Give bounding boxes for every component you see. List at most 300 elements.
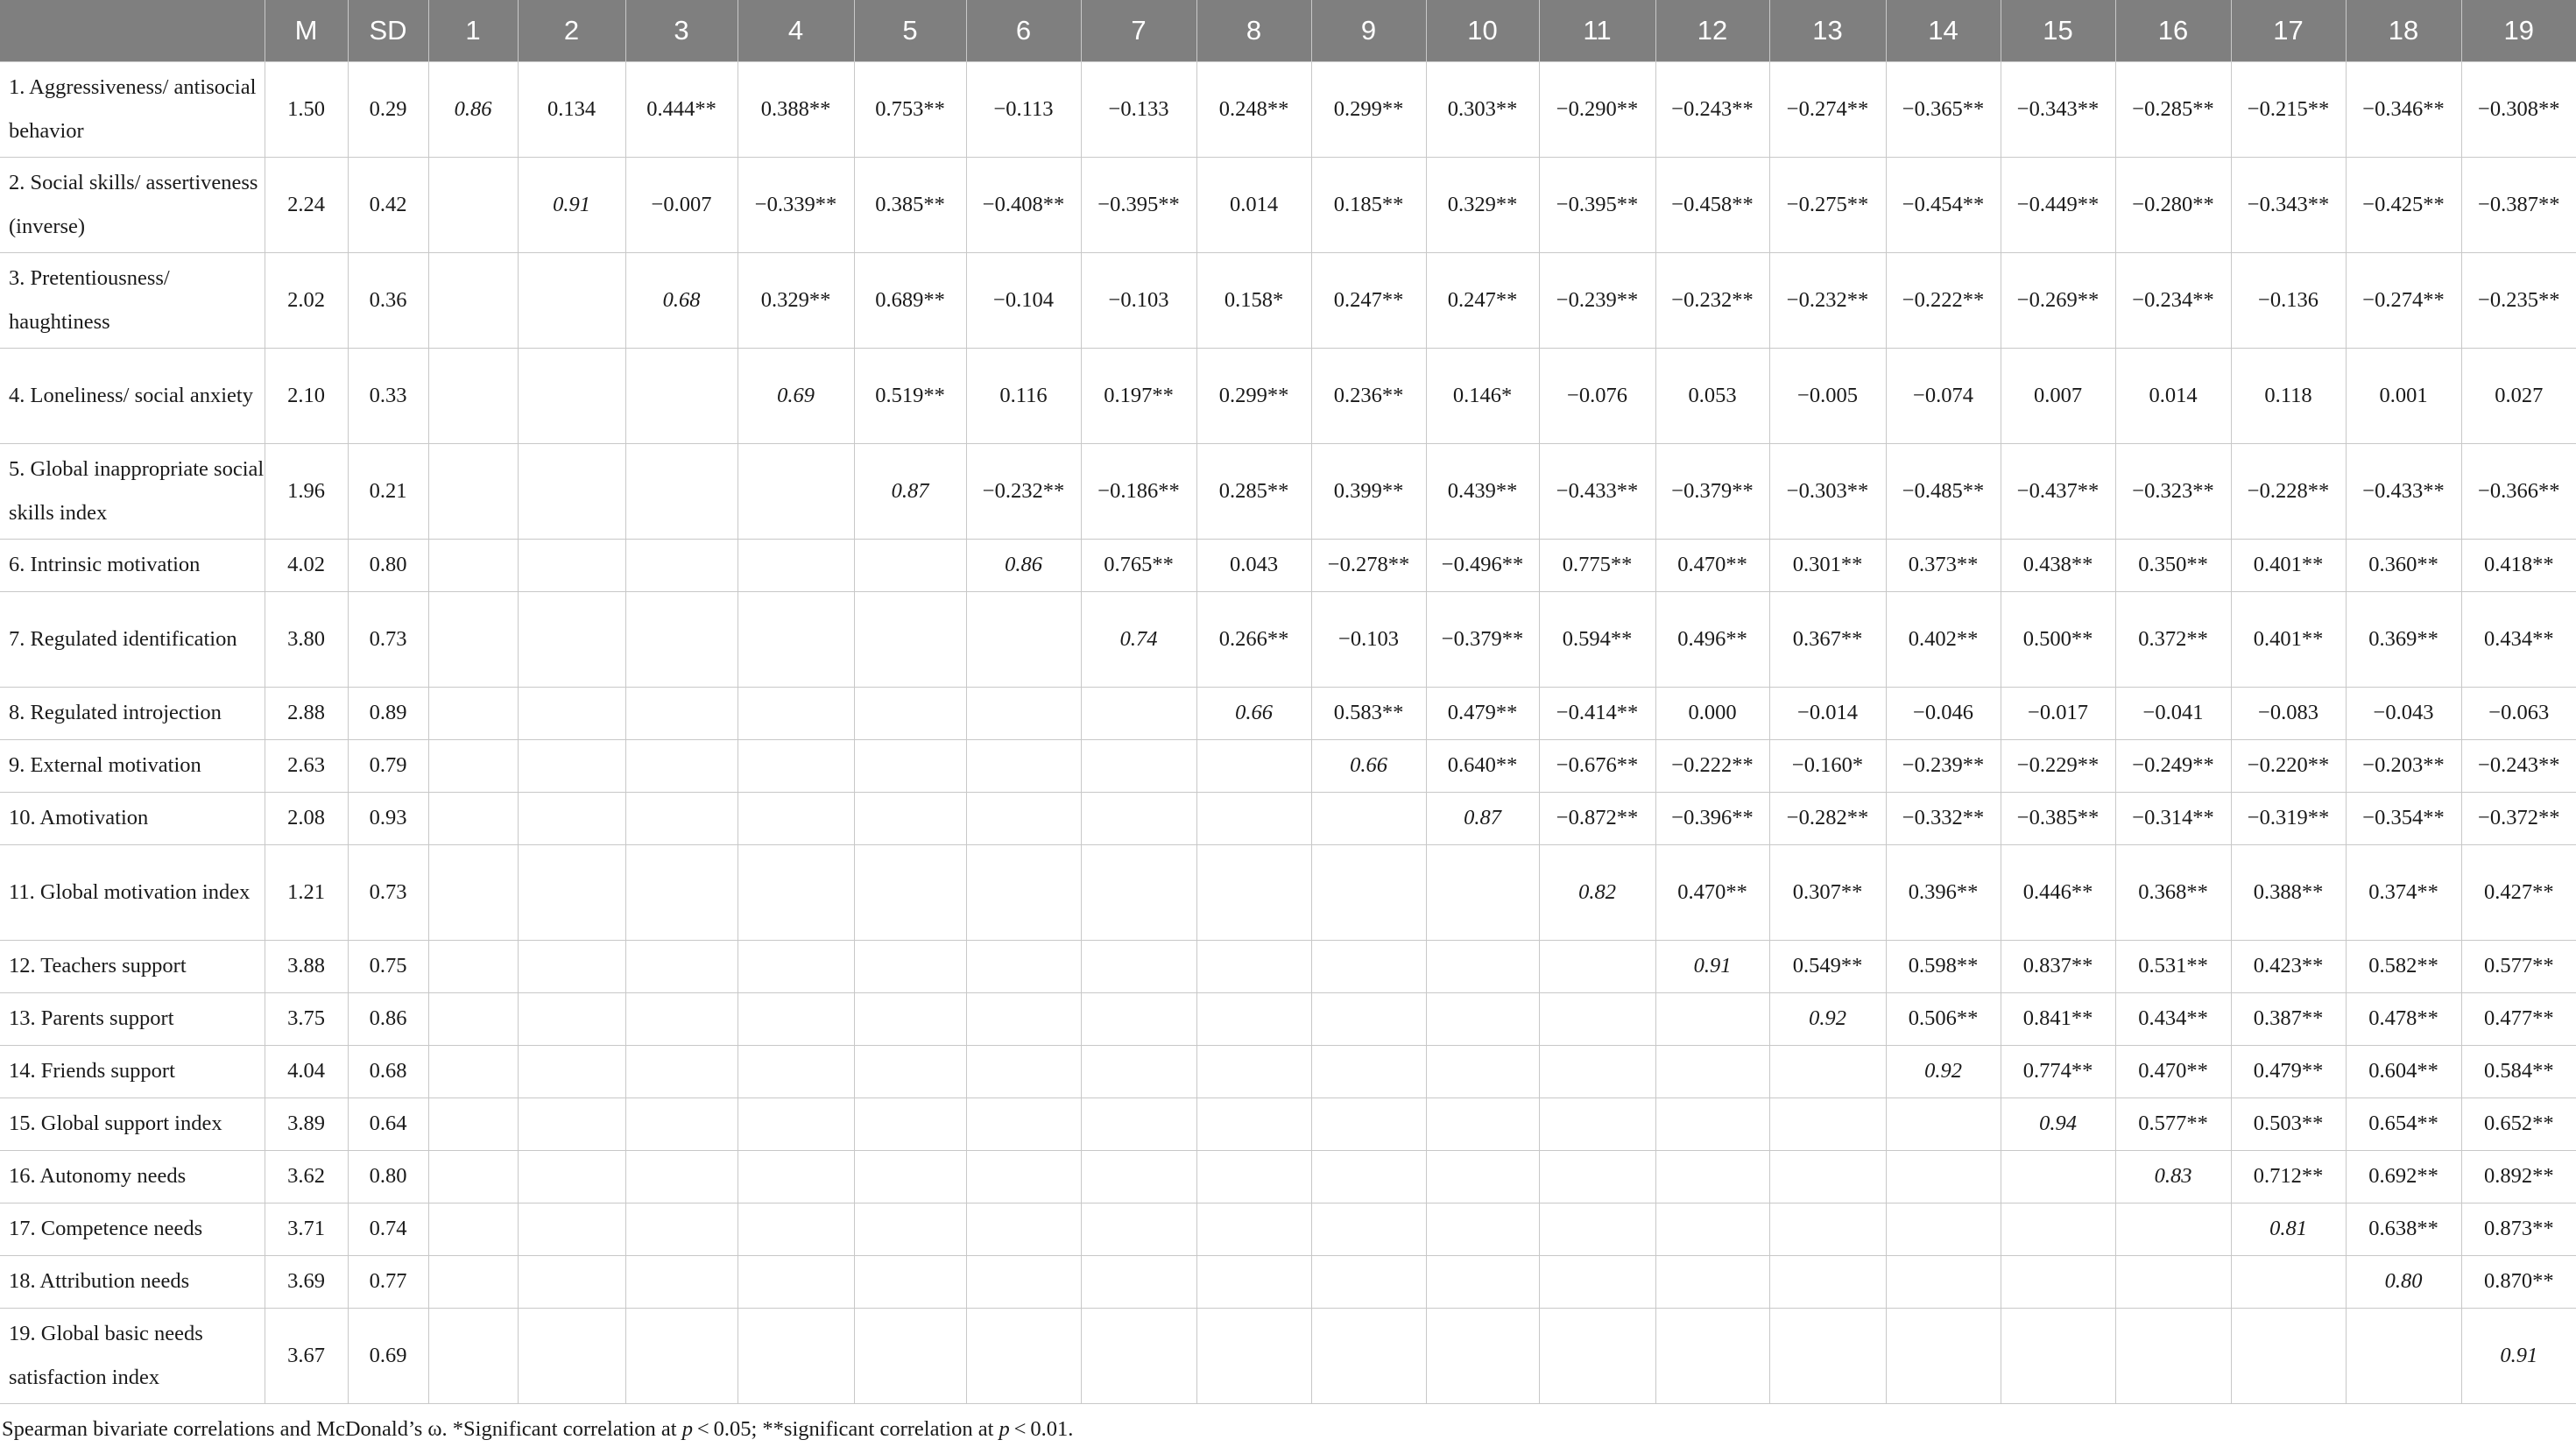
correlation-cell	[625, 792, 738, 844]
correlation-cell: 0.519**	[854, 348, 966, 443]
correlation-cell	[1311, 992, 1426, 1045]
correlation-cell	[1655, 1098, 1769, 1150]
header-col-7: 7	[1081, 0, 1196, 61]
correlation-cell	[738, 844, 854, 940]
correlation-cell: 0.053	[1655, 348, 1769, 443]
correlation-cell	[518, 1045, 625, 1098]
correlation-cell: 0.577**	[2461, 940, 2576, 992]
correlation-cell	[1426, 1203, 1539, 1255]
table-row	[0, 940, 2576, 992]
correlation-cell	[1655, 992, 1769, 1045]
table-row	[0, 157, 2576, 252]
correlation-cell: 0.197**	[1081, 348, 1196, 443]
correlation-cell	[854, 792, 966, 844]
mean-cell: 3.89	[265, 1098, 348, 1150]
correlation-cell	[1426, 940, 1539, 992]
correlation-cell	[966, 739, 1081, 792]
correlation-cell: −0.379**	[1426, 591, 1539, 687]
omega-cell: 0.66	[1311, 739, 1426, 792]
correlation-cell	[625, 1150, 738, 1203]
correlation-cell	[1081, 1308, 1196, 1403]
correlation-cell: 0.301**	[1769, 539, 1886, 591]
correlation-cell: 0.434**	[2461, 591, 2576, 687]
correlation-cell: −0.133	[1081, 61, 1196, 157]
correlation-cell: −0.235**	[2461, 252, 2576, 348]
correlation-cell	[428, 539, 518, 591]
correlation-cell	[966, 1150, 1081, 1203]
correlation-cell: 0.185**	[1311, 157, 1426, 252]
mean-cell: 1.21	[265, 844, 348, 940]
correlation-cell: −0.083	[2231, 687, 2346, 739]
mean-cell: 2.88	[265, 687, 348, 739]
correlation-cell	[428, 687, 518, 739]
correlation-cell	[738, 940, 854, 992]
correlation-cell	[625, 992, 738, 1045]
correlation-cell	[1426, 992, 1539, 1045]
correlation-cell: −0.136	[2231, 252, 2346, 348]
correlation-cell: 0.014	[1196, 157, 1311, 252]
header-col-8: 8	[1196, 0, 1311, 61]
header-col-11: 11	[1539, 0, 1655, 61]
correlation-cell: −0.414**	[1539, 687, 1655, 739]
correlation-cell: 0.350**	[2115, 539, 2231, 591]
correlation-cell	[1081, 940, 1196, 992]
correlation-cell: 0.479**	[1426, 687, 1539, 739]
table-row	[0, 1203, 2576, 1255]
omega-cell: 0.87	[854, 443, 966, 539]
correlation-cell: −0.043	[2346, 687, 2461, 739]
correlation-cell	[1655, 1203, 1769, 1255]
correlation-cell	[428, 992, 518, 1045]
mean-cell: 1.96	[265, 443, 348, 539]
mean-cell: 3.62	[265, 1150, 348, 1203]
sd-cell: 0.77	[348, 1255, 428, 1308]
header-col-16: 16	[2115, 0, 2231, 61]
correlation-cell	[518, 1150, 625, 1203]
correlation-cell: 0.116	[966, 348, 1081, 443]
correlation-cell	[1311, 1150, 1426, 1203]
correlation-cell	[1311, 1308, 1426, 1403]
correlation-cell	[518, 252, 625, 348]
correlation-cell: −0.343**	[2231, 157, 2346, 252]
correlation-cell: 0.396**	[1886, 844, 2001, 940]
row-label: 8. Regulated introjection	[0, 687, 265, 739]
correlation-cell	[1655, 1045, 1769, 1098]
row-label: 7. Regulated identification	[0, 591, 265, 687]
correlation-cell	[966, 844, 1081, 940]
correlation-cell: 0.640**	[1426, 739, 1539, 792]
correlation-cell	[738, 739, 854, 792]
correlation-cell: 0.368**	[2115, 844, 2231, 940]
table-footnote	[2, 1417, 1073, 1442]
correlation-cell	[1769, 1308, 1886, 1403]
correlation-cell	[625, 739, 738, 792]
correlation-cell	[428, 252, 518, 348]
correlation-cell: −0.220**	[2231, 739, 2346, 792]
correlation-cell: 0.236**	[1311, 348, 1426, 443]
correlation-cell	[1426, 1150, 1539, 1203]
correlation-cell	[625, 1098, 738, 1150]
correlation-cell: −0.676**	[1539, 739, 1655, 792]
sd-cell: 0.33	[348, 348, 428, 443]
correlation-cell	[1196, 739, 1311, 792]
correlation-cell: 0.367**	[1769, 591, 1886, 687]
correlation-cell: −0.437**	[2001, 443, 2115, 539]
correlation-cell: 0.307**	[1769, 844, 1886, 940]
header-col-9: 9	[1311, 0, 1426, 61]
correlation-cell: 0.496**	[1655, 591, 1769, 687]
correlation-cell: 0.007	[2001, 348, 2115, 443]
correlation-cell: 0.285**	[1196, 443, 1311, 539]
correlation-cell	[625, 844, 738, 940]
correlation-cell	[428, 1150, 518, 1203]
omega-cell: 0.94	[2001, 1098, 2115, 1150]
correlation-cell: 0.584**	[2461, 1045, 2576, 1098]
correlation-cell: −0.007	[625, 157, 738, 252]
sd-cell: 0.73	[348, 591, 428, 687]
correlation-cell: −0.074	[1886, 348, 2001, 443]
footnote-p-symbol: p	[681, 1417, 693, 1441]
row-label: 1. Aggressiveness/ antisocial behavior	[0, 61, 265, 157]
correlation-cell	[428, 940, 518, 992]
table-row	[0, 539, 2576, 591]
correlation-cell: 0.500**	[2001, 591, 2115, 687]
correlation-cell: 0.303**	[1426, 61, 1539, 157]
correlation-cell	[2231, 1308, 2346, 1403]
correlation-cell	[518, 739, 625, 792]
correlation-cell	[1655, 1150, 1769, 1203]
correlation-cell	[1655, 1255, 1769, 1308]
correlation-cell	[1539, 940, 1655, 992]
correlation-cell: 0.604**	[2346, 1045, 2461, 1098]
correlation-cell: 0.470**	[2115, 1045, 2231, 1098]
footnote-text-2: < 0.05; **significant correlation at	[693, 1417, 999, 1441]
correlation-cell: 0.299**	[1311, 61, 1426, 157]
table-row	[0, 591, 2576, 687]
correlation-cell: −0.433**	[2346, 443, 2461, 539]
correlation-cell: 0.146*	[1426, 348, 1539, 443]
correlation-cell: −0.485**	[1886, 443, 2001, 539]
correlation-cell: 0.118	[2231, 348, 2346, 443]
correlation-cell: −0.496**	[1426, 539, 1539, 591]
correlation-cell: 0.399**	[1311, 443, 1426, 539]
correlation-cell: −0.275**	[1769, 157, 1886, 252]
correlation-cell	[428, 1308, 518, 1403]
correlation-cell: −0.372**	[2461, 792, 2576, 844]
correlation-cell: −0.232**	[1655, 252, 1769, 348]
correlation-cell: 0.438**	[2001, 539, 2115, 591]
footnote-text-1: Spearman bivariate correlations and McDonald’s ω. *Significant correlation at	[2, 1417, 682, 1441]
row-label: 5. Global inappropriate social skills index	[0, 443, 265, 539]
correlation-cell: −0.433**	[1539, 443, 1655, 539]
table-row	[0, 1308, 2576, 1403]
header-col-13: 13	[1769, 0, 1886, 61]
correlation-cell	[854, 1098, 966, 1150]
correlation-cell: 0.248**	[1196, 61, 1311, 157]
correlation-cell	[518, 1255, 625, 1308]
correlation-cell: 0.549**	[1769, 940, 1886, 992]
correlation-cell: −0.005	[1769, 348, 1886, 443]
header-col-12: 12	[1655, 0, 1769, 61]
correlation-cell: −0.282**	[1769, 792, 1886, 844]
correlation-cell	[2231, 1255, 2346, 1308]
header-col-10: 10	[1426, 0, 1539, 61]
correlation-cell	[518, 844, 625, 940]
correlation-cell	[966, 1045, 1081, 1098]
correlation-cell	[738, 992, 854, 1045]
correlation-cell: 0.638**	[2346, 1203, 2461, 1255]
correlation-cell	[1886, 1203, 2001, 1255]
mean-cell: 3.75	[265, 992, 348, 1045]
correlation-cell: −0.425**	[2346, 157, 2461, 252]
mean-cell: 3.71	[265, 1203, 348, 1255]
correlation-cell	[625, 591, 738, 687]
correlation-cell	[428, 739, 518, 792]
correlation-cell	[966, 1308, 1081, 1403]
correlation-cell: −0.239**	[1539, 252, 1655, 348]
correlation-cell	[1081, 992, 1196, 1045]
row-label: 15. Global support index	[0, 1098, 265, 1150]
row-label: 4. Loneliness/ social anxiety	[0, 348, 265, 443]
correlation-cell: 0.712**	[2231, 1150, 2346, 1203]
correlation-cell	[1196, 1255, 1311, 1308]
correlation-cell: 0.775**	[1539, 539, 1655, 591]
mean-cell: 3.67	[265, 1308, 348, 1403]
correlation-cell: −0.308**	[2461, 61, 2576, 157]
row-label: 3. Pretentiousness/ haughtiness	[0, 252, 265, 348]
omega-cell: 0.92	[1886, 1045, 2001, 1098]
correlation-cell: 0.753**	[854, 61, 966, 157]
correlation-cell	[1311, 1255, 1426, 1308]
correlation-cell: 0.444**	[625, 61, 738, 157]
correlation-cell	[1311, 792, 1426, 844]
correlation-cell: 0.418**	[2461, 539, 2576, 591]
correlation-cell	[738, 1150, 854, 1203]
correlation-cell: 0.479**	[2231, 1045, 2346, 1098]
correlation-cell: 0.372**	[2115, 591, 2231, 687]
correlation-cell	[1081, 792, 1196, 844]
correlation-cell	[2001, 1308, 2115, 1403]
correlation-cell	[625, 1255, 738, 1308]
correlation-cell	[854, 739, 966, 792]
correlation-cell: 0.402**	[1886, 591, 2001, 687]
correlation-cell	[428, 443, 518, 539]
correlation-cell	[1081, 1045, 1196, 1098]
correlation-cell	[1426, 1045, 1539, 1098]
correlation-cell: −0.046	[1886, 687, 2001, 739]
table-row	[0, 252, 2576, 348]
header-col-19: 19	[2461, 0, 2576, 61]
table-row	[0, 792, 2576, 844]
correlation-cell	[1426, 1098, 1539, 1150]
mean-cell: 3.69	[265, 1255, 348, 1308]
correlation-cell: 0.583**	[1311, 687, 1426, 739]
correlation-cell	[625, 940, 738, 992]
omega-cell: 0.83	[2115, 1150, 2231, 1203]
correlation-cell: −0.103	[1311, 591, 1426, 687]
correlation-cell: 0.385**	[854, 157, 966, 252]
correlation-cell: −0.041	[2115, 687, 2231, 739]
correlation-cell: −0.339**	[738, 157, 854, 252]
footnote-text-3: < 0.01.	[1009, 1417, 1074, 1441]
correlation-cell	[1539, 992, 1655, 1045]
correlation-cell	[625, 443, 738, 539]
correlation-cell	[428, 348, 518, 443]
correlation-cell: −0.366**	[2461, 443, 2576, 539]
correlation-cell: −0.222**	[1655, 739, 1769, 792]
sd-cell: 0.73	[348, 844, 428, 940]
correlation-cell	[1196, 992, 1311, 1045]
correlation-cell: 0.689**	[854, 252, 966, 348]
table-row	[0, 739, 2576, 792]
correlation-cell	[518, 992, 625, 1045]
correlation-cell: 0.506**	[1886, 992, 2001, 1045]
sd-cell: 0.64	[348, 1098, 428, 1150]
correlation-cell	[518, 591, 625, 687]
correlation-cell: 0.388**	[2231, 844, 2346, 940]
correlation-cell: 0.374**	[2346, 844, 2461, 940]
correlation-cell	[1539, 1150, 1655, 1203]
correlation-cell: −0.454**	[1886, 157, 2001, 252]
correlation-cell: 0.892**	[2461, 1150, 2576, 1203]
correlation-cell	[738, 443, 854, 539]
row-label: 18. Attribution needs	[0, 1255, 265, 1308]
correlation-cell	[625, 348, 738, 443]
correlation-cell	[966, 992, 1081, 1045]
correlation-cell: 0.427**	[2461, 844, 2576, 940]
correlation-cell: 0.388**	[738, 61, 854, 157]
omega-cell: 0.68	[625, 252, 738, 348]
row-label: 16. Autonomy needs	[0, 1150, 265, 1203]
correlation-cell: 0.387**	[2231, 992, 2346, 1045]
omega-cell: 0.91	[1655, 940, 1769, 992]
correlation-cell	[2001, 1203, 2115, 1255]
correlation-cell	[854, 1150, 966, 1203]
correlation-cell: 0.765**	[1081, 539, 1196, 591]
omega-cell: 0.81	[2231, 1203, 2346, 1255]
correlation-cell: −0.104	[966, 252, 1081, 348]
correlation-cell	[1196, 1098, 1311, 1150]
row-label: 10. Amotivation	[0, 792, 265, 844]
correlation-cell: −0.234**	[2115, 252, 2231, 348]
correlation-cell	[1886, 1308, 2001, 1403]
correlation-cell: 0.247**	[1311, 252, 1426, 348]
correlation-cell	[625, 539, 738, 591]
correlation-cell	[854, 1255, 966, 1308]
correlation-cell	[966, 940, 1081, 992]
correlation-cell: −0.239**	[1886, 739, 2001, 792]
correlation-cell: 0.134	[518, 61, 625, 157]
correlation-cell: −0.280**	[2115, 157, 2231, 252]
correlation-cell	[738, 1045, 854, 1098]
table-row	[0, 992, 2576, 1045]
row-label: 14. Friends support	[0, 1045, 265, 1098]
correlation-cell	[738, 1098, 854, 1150]
omega-cell: 0.91	[518, 157, 625, 252]
header-col-17: 17	[2231, 0, 2346, 61]
correlation-cell: 0.841**	[2001, 992, 2115, 1045]
mean-cell: 2.10	[265, 348, 348, 443]
correlation-cell: −0.458**	[1655, 157, 1769, 252]
correlation-cell	[1196, 1150, 1311, 1203]
mean-cell: 2.63	[265, 739, 348, 792]
correlation-cell	[1081, 1255, 1196, 1308]
correlation-cell	[1886, 1255, 2001, 1308]
correlation-cell: −0.017	[2001, 687, 2115, 739]
correlation-cell: −0.285**	[2115, 61, 2231, 157]
correlation-cell	[966, 591, 1081, 687]
correlation-cell	[1539, 1203, 1655, 1255]
sd-cell: 0.36	[348, 252, 428, 348]
correlation-cell	[428, 792, 518, 844]
sd-cell: 0.89	[348, 687, 428, 739]
correlation-cell: 0.299**	[1196, 348, 1311, 443]
correlation-cell	[1081, 844, 1196, 940]
row-label: 19. Global basic needs satisfaction index	[0, 1308, 265, 1403]
correlation-cell	[738, 1308, 854, 1403]
correlation-cell	[1311, 1203, 1426, 1255]
correlation-cell: 0.001	[2346, 348, 2461, 443]
correlation-cell: −0.249**	[2115, 739, 2231, 792]
correlation-cell	[1426, 1255, 1539, 1308]
correlation-cell	[1886, 1150, 2001, 1203]
row-label: 9. External motivation	[0, 739, 265, 792]
correlation-cell	[1311, 844, 1426, 940]
correlation-cell	[625, 1308, 738, 1403]
correlation-cell	[1769, 1150, 1886, 1203]
row-label: 6. Intrinsic motivation	[0, 539, 265, 591]
correlation-cell	[1196, 844, 1311, 940]
correlation-cell	[1081, 1203, 1196, 1255]
correlation-cell: −0.014	[1769, 687, 1886, 739]
header-col-6: 6	[966, 0, 1081, 61]
correlation-cell	[738, 687, 854, 739]
correlation-cell: −0.113	[966, 61, 1081, 157]
correlation-cell	[2115, 1308, 2231, 1403]
header-row	[0, 0, 2576, 61]
omega-cell: 0.86	[428, 61, 518, 157]
correlation-cell	[518, 443, 625, 539]
correlation-cell: −0.274**	[1769, 61, 1886, 157]
correlation-cell	[1081, 1098, 1196, 1150]
table-row	[0, 1098, 2576, 1150]
correlation-cell: 0.401**	[2231, 539, 2346, 591]
correlation-cell	[518, 1308, 625, 1403]
correlation-cell	[854, 1203, 966, 1255]
correlation-cell	[1311, 1045, 1426, 1098]
correlation-cell: 0.158*	[1196, 252, 1311, 348]
correlation-cell	[854, 940, 966, 992]
omega-cell: 0.80	[2346, 1255, 2461, 1308]
correlation-cell: −0.232**	[1769, 252, 1886, 348]
row-label: 11. Global motivation index	[0, 844, 265, 940]
correlation-cell: −0.203**	[2346, 739, 2461, 792]
correlation-cell: −0.379**	[1655, 443, 1769, 539]
correlation-cell: 0.503**	[2231, 1098, 2346, 1150]
correlation-cell	[428, 591, 518, 687]
correlation-cell	[854, 1045, 966, 1098]
correlation-cell	[428, 1203, 518, 1255]
correlation-cell	[518, 687, 625, 739]
correlation-cell: −0.396**	[1655, 792, 1769, 844]
correlation-cell	[1081, 739, 1196, 792]
sd-cell: 0.42	[348, 157, 428, 252]
table-row	[0, 443, 2576, 539]
mean-cell: 3.80	[265, 591, 348, 687]
correlation-cell: −0.408**	[966, 157, 1081, 252]
correlation-cell	[1426, 1308, 1539, 1403]
correlation-cell: 0.014	[2115, 348, 2231, 443]
